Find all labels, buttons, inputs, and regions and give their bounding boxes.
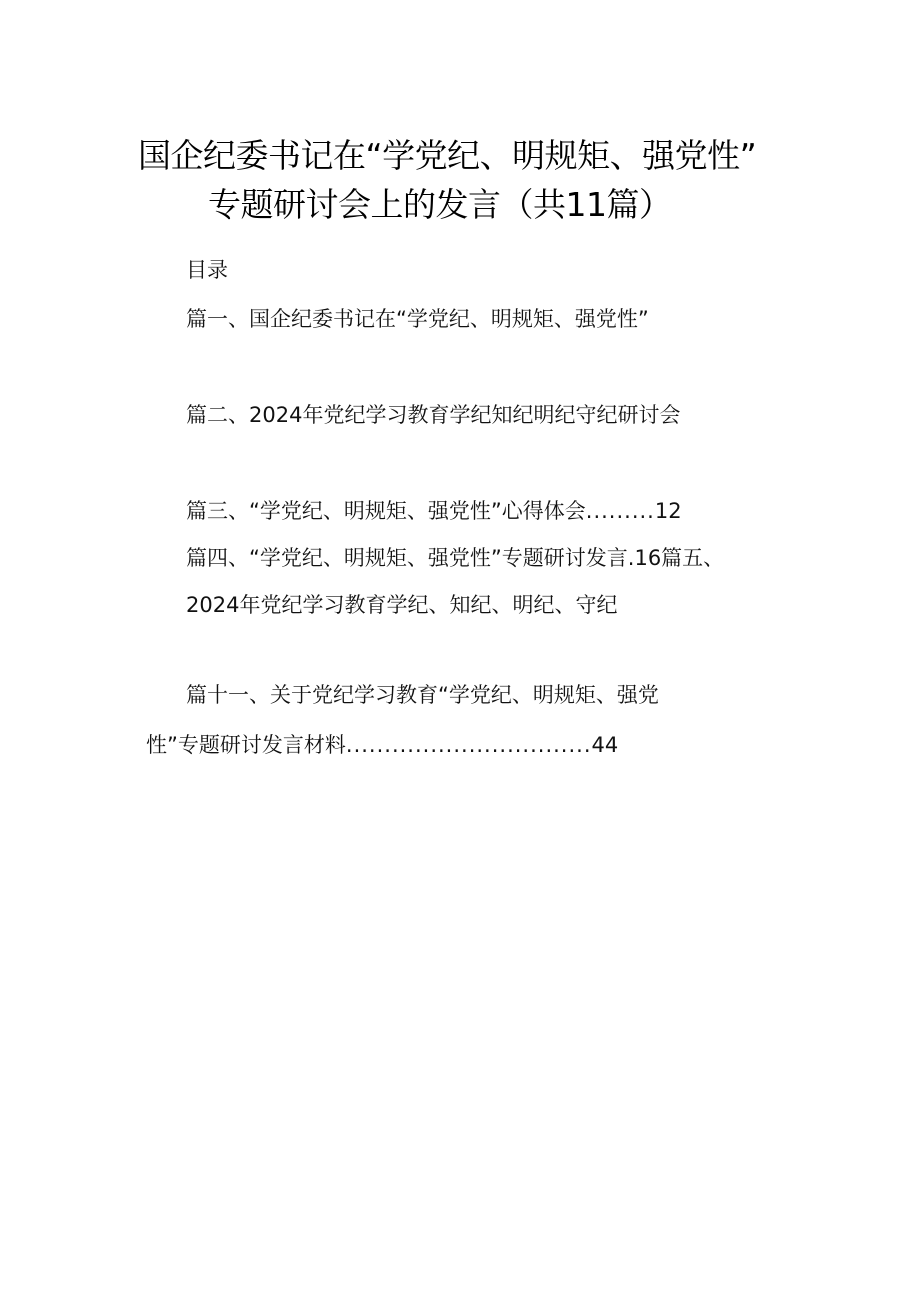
toc-entry[interactable] bbox=[186, 305, 649, 333]
toc-entry-leader: . bbox=[627, 546, 635, 570]
toc-entry[interactable] bbox=[186, 401, 680, 429]
document-title-line-2: 专题研讨会上的发言（共11篇） bbox=[208, 185, 672, 224]
toc-entry-text: 篇一、国企纪委书记在“学党纪、明规矩、强党性” bbox=[186, 307, 649, 331]
toc-entry-text: 性”专题研讨发言材料 bbox=[146, 733, 346, 757]
toc-entry-leader: ......... bbox=[585, 499, 655, 523]
toc-entry-continuation[interactable] bbox=[186, 591, 617, 619]
toc-entry-page: 12 bbox=[654, 499, 682, 523]
toc-entry[interactable] bbox=[186, 544, 724, 572]
toc-entry-leader: ................................ bbox=[345, 733, 592, 757]
toc-entry-text: 篇四、“学党纪、明规矩、强党性”专题研讨发言 bbox=[186, 546, 628, 570]
toc-heading: 目录 bbox=[186, 258, 228, 282]
document-title-line-1: 国企纪委书记在“学党纪、明规矩、强党性” bbox=[138, 136, 757, 175]
toc-entry-continuation[interactable] bbox=[146, 731, 618, 759]
toc-entry[interactable] bbox=[186, 681, 659, 709]
toc-entry-text: 2024年党纪学习教育学纪、知纪、明纪、守纪 bbox=[186, 593, 618, 617]
toc-entry-text: 篇十一、关于党纪学习教育“学党纪、明规矩、强党 bbox=[186, 683, 659, 707]
toc-entry-text: 篇三、“学党纪、明规矩、强党性”心得体会 bbox=[186, 499, 586, 523]
toc-entry-page: 44 bbox=[591, 733, 619, 757]
toc-entry-page: 16篇五、 bbox=[634, 546, 725, 570]
toc-entry-text: 篇二、2024年党纪学习教育学纪知纪明纪守纪研讨会 bbox=[186, 403, 681, 427]
toc-entry[interactable] bbox=[186, 497, 682, 525]
